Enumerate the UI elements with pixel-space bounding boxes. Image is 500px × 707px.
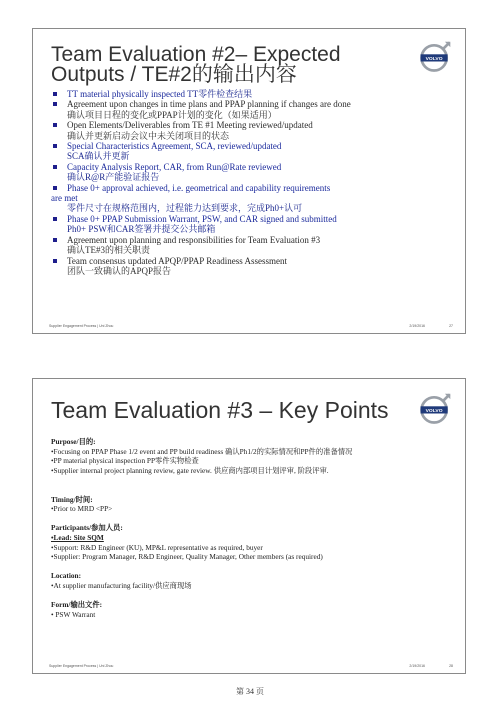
location-heading: Location: — [51, 571, 81, 581]
list-item: Team consensus updated APQP/PPAP Readiness Assessment 团队一致确认的APQP报告 — [51, 256, 449, 277]
list-item: Agreement upon planning and responsibilities for Team Evaluation #3 确认TE#3的相关职责 — [51, 235, 449, 256]
footer-page: 28 — [449, 664, 453, 668]
lead-line: •Lead: Site SQM — [51, 532, 104, 542]
form-line: • PSW Warrant — [51, 609, 96, 619]
bullet-marker — [53, 144, 57, 148]
logo-text: VOLVO — [425, 56, 443, 62]
form-heading: Form/输出文件: — [51, 600, 103, 610]
timing-heading: Timing/时间: — [51, 494, 93, 504]
page-number: 第 34 页 — [236, 687, 264, 696]
footer-label: Supplier Engagement Process | Uni Zhou — [49, 664, 114, 668]
slide-team-evaluation-2 — [32, 28, 466, 334]
volvo-logo-icon — [417, 391, 453, 427]
bullet-marker — [53, 123, 57, 127]
list-item: Phase 0+ PPAP Submission Warrant, PSW, and CAR signed and submitted Ph0+ PSW和CAR签署并提交公共邮箱 — [51, 214, 449, 235]
list-item-continuation: are met 零件尺寸在规格范围内，过程能力达到要求，完成Ph0+认可 — [51, 193, 303, 214]
bullet-marker — [53, 92, 57, 96]
timing-line: •Prior to MRD <PP> — [51, 504, 113, 514]
logo-text: VOLVO — [425, 408, 443, 414]
participants-heading: Participants/参加人员: — [51, 523, 123, 533]
list-item: Special Characteristics Agreement, SCA, reviewed/updated SCA确认并更新 — [51, 141, 449, 162]
slide-title: Team Evaluation #2– Expected Outputs / TE#2的输出内容 — [51, 43, 341, 86]
slide-team-evaluation-3 — [32, 378, 466, 674]
volvo-logo-icon — [417, 39, 453, 75]
purpose-line: •PP material physical inspection PP零件实物检查 — [51, 456, 199, 466]
list-item: Agreement upon changes in time plans and PPAP planning if changes are done 确认项目日程的变化或PPAP计划的变化（如果适用） — [51, 99, 449, 120]
bullet-marker — [53, 186, 57, 190]
bullet-marker — [53, 102, 57, 106]
footer-date: 2/19/2016 — [409, 664, 425, 668]
list-item: Phase 0+ approval achieved, i.e. geometrical and capability requirements — [51, 183, 449, 193]
slide-footer — [33, 659, 465, 673]
slide-title: Team Evaluation #3 – Key Points — [51, 397, 389, 423]
participant-line: •Supplier: Program Manager, R&D Engineer, Quality Manager, Other members (as required) — [51, 552, 323, 562]
bullet-marker — [53, 165, 57, 169]
purpose-heading: Purpose/目的: — [51, 437, 96, 446]
footer-page: 27 — [449, 324, 453, 328]
bullet-marker — [53, 259, 57, 263]
location-line: •At supplier manufacturing facility/供应商现场 — [51, 580, 192, 590]
footer-label: Supplier Engagement Process | Uni Zhou — [49, 324, 114, 328]
purpose-line: •Focusing on PPAP Phase 1/2 event and PP build readiness 确认Ph1/2的实际情况和PP件的准备情况 — [51, 446, 353, 456]
slide-footer — [33, 319, 465, 333]
footer-date: 2/19/2016 — [409, 324, 425, 328]
list-item: TT material physically inspected TT零件检查结果 — [51, 89, 449, 99]
participant-line: •Support: R&D Engineer (KU), MP&L representative as required, buyer — [51, 542, 263, 552]
bullet-marker — [53, 238, 57, 242]
list-item: Capacity Analysis Report, CAR, from Run@Rate reviewed 确认R@R产能验证报告 — [51, 162, 449, 183]
bullet-list — [51, 89, 449, 276]
slide-body — [51, 437, 449, 619]
bullet-marker — [53, 217, 57, 221]
list-item: Open Elements/Deliverables from TE #1 Meeting reviewed/updated 确认并更新启动会议中未关闭项目的状态 — [51, 120, 449, 141]
purpose-line: •Supplier internal project planning review, gate review. 供应商内部项目计划评审, 阶段评审. — [51, 465, 329, 475]
